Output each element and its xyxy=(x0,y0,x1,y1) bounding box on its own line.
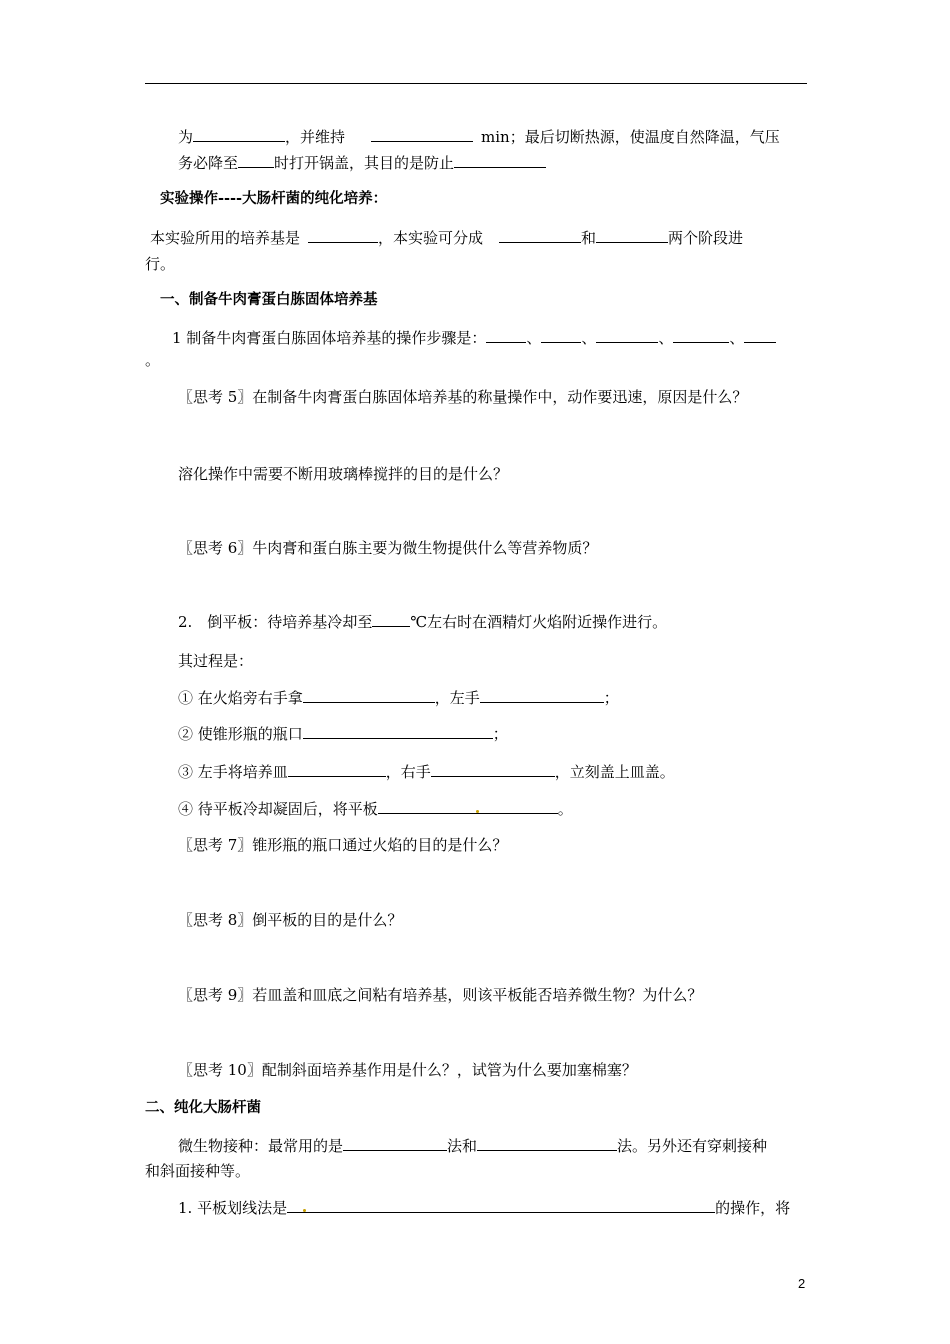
fill-blank[interactable] xyxy=(596,228,668,243)
text: 时打开锅盖，其目的是防止 xyxy=(274,154,455,172)
line-pour-plate xyxy=(178,612,667,632)
question-7: 〖思考 7〗锥形瓶的瓶口通过火焰的目的是什么？ xyxy=(178,836,508,854)
fill-blank[interactable] xyxy=(303,688,435,703)
line-m2: 和斜面接种等。 xyxy=(145,1162,251,1180)
text: ，右手 xyxy=(385,763,431,781)
fill-blank[interactable] xyxy=(744,328,776,343)
text: 、 xyxy=(658,329,674,347)
text: 两个阶段进 xyxy=(668,229,744,247)
text: 的操作，将 xyxy=(715,1199,791,1217)
text: 法。另外还有穿刺接种 xyxy=(617,1137,768,1155)
text: ； xyxy=(603,689,619,707)
line-4: 行。 xyxy=(145,255,176,273)
text: 1 制备牛肉膏蛋白胨固体培养基的操作步骤是： xyxy=(172,329,487,347)
text: ，本实验可分成 xyxy=(378,229,484,247)
text: ℃左右时在酒精灯火焰附近操作进行。 xyxy=(410,613,668,631)
fill-blank[interactable] xyxy=(193,127,285,142)
line-process: 其过程是： xyxy=(178,652,254,670)
heading-experiment: 实验操作----大肠杆菌的纯化培养： xyxy=(160,191,388,207)
step-2 xyxy=(178,724,508,744)
line-m3 xyxy=(178,1198,790,1218)
text: 2. 倒平板：待培养基冷却至 xyxy=(178,613,373,631)
fill-blank[interactable] xyxy=(477,1136,617,1151)
fill-blank[interactable] xyxy=(480,688,604,703)
text: 1. 平板划线法是 xyxy=(178,1199,288,1217)
mark-dot xyxy=(303,1209,306,1212)
fill-blank[interactable] xyxy=(431,762,555,777)
text: 法和 xyxy=(447,1137,478,1155)
question-6: 〖思考 6〗牛肉膏和蛋白胨主要为微生物提供什么等营养物质？ xyxy=(178,539,598,557)
fill-blank[interactable] xyxy=(372,612,410,627)
question-8: 〖思考 8〗倒平板的目的是什么？ xyxy=(178,911,403,929)
fill-blank[interactable] xyxy=(343,1136,447,1151)
text: ① 在火焰旁右手拿 xyxy=(178,689,303,707)
question-5b: 溶化操作中需要不断用玻璃棒搅拌的目的是什么？ xyxy=(178,465,509,483)
text: 和 xyxy=(581,229,597,247)
fill-blank[interactable] xyxy=(541,328,581,343)
text: 、 xyxy=(729,329,745,347)
fill-blank[interactable] xyxy=(486,328,526,343)
step-3 xyxy=(178,762,675,782)
fill-blank[interactable] xyxy=(371,127,473,142)
question-9: 〖思考 9〗若皿盖和皿底之间粘有培养基，则该平板能否培养微生物？为什么？ xyxy=(178,986,703,1004)
line-1 xyxy=(178,127,780,147)
fill-blank[interactable] xyxy=(238,153,274,168)
text: 务必降至 xyxy=(178,154,239,172)
text: ② 使锥形瓶的瓶口 xyxy=(178,725,303,743)
heading-2: 二、纯化大肠杆菌 xyxy=(145,1100,261,1116)
question-10: 〖思考 10〗配制斜面培养基作用是什么？，试管为什么要加塞棉塞？ xyxy=(178,1061,637,1079)
text: 本实验所用的培养基是 xyxy=(150,229,301,247)
fill-blank[interactable] xyxy=(596,328,658,343)
line-2 xyxy=(178,153,546,173)
fill-blank[interactable] xyxy=(454,153,546,168)
heading-1: 一、制备牛肉膏蛋白胨固体培养基 xyxy=(160,292,378,308)
text: ，并维持 xyxy=(285,128,346,146)
fill-blank[interactable] xyxy=(303,724,493,739)
text: ； xyxy=(492,725,508,743)
line-6: 。 xyxy=(145,351,161,369)
mark-dot xyxy=(476,810,479,813)
text: ，立刻盖上皿盖。 xyxy=(554,763,675,781)
fill-blank[interactable] xyxy=(308,228,378,243)
question-5: 〖思考 5〗在制备牛肉膏蛋白胨固体培养基的称量操作中，动作要迅速，原因是什么？ xyxy=(178,388,748,406)
header-rule xyxy=(145,83,807,84)
fill-blank[interactable] xyxy=(673,328,729,343)
text: min；最后切断热源，使温度自然降温，气压 xyxy=(481,128,780,146)
step-4 xyxy=(178,799,573,819)
text: 微生物接种：最常用的是 xyxy=(178,1137,344,1155)
text: ④ 待平板冷却凝固后，将平板 xyxy=(178,800,378,818)
page-number: 2 xyxy=(798,1276,806,1291)
line-3 xyxy=(150,228,743,248)
line-5 xyxy=(172,328,776,348)
step-1 xyxy=(178,688,619,708)
fill-blank[interactable] xyxy=(288,762,386,777)
line-m1 xyxy=(178,1136,767,1156)
text: 。 xyxy=(557,800,573,818)
text: 、 xyxy=(526,329,542,347)
text: ③ 左手将培养皿 xyxy=(178,763,288,781)
text: 为 xyxy=(178,128,194,146)
fill-blank[interactable] xyxy=(378,799,558,814)
fill-blank[interactable] xyxy=(287,1198,715,1213)
text: 、 xyxy=(581,329,597,347)
text: ，左手 xyxy=(434,689,480,707)
fill-blank[interactable] xyxy=(499,228,581,243)
